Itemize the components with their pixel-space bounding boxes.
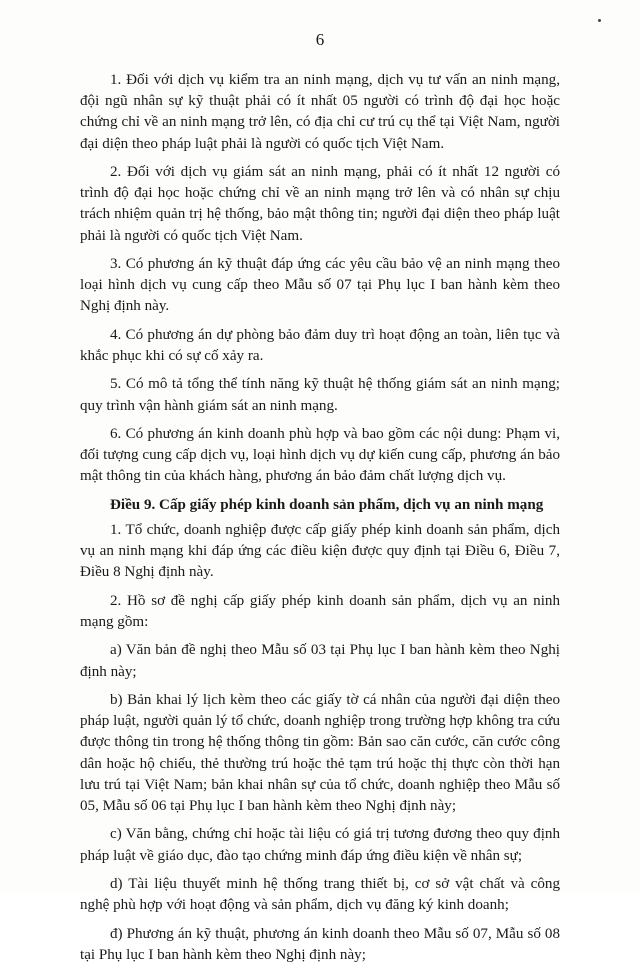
paragraph: 1. Tổ chức, doanh nghiệp được cấp giấy phép kinh doanh sản phẩm, dịch vụ an ninh mạng khi đáp ứng các điều kiện được quy định tại Điều 6, Điều 7, Điều 8 Nghị định này. (80, 521, 560, 581)
paragraph: 4. Có phương án dự phòng bảo đảm duy trì hoạt động an toàn, liên tục và khắc phục khi có sự cố xảy ra. (80, 326, 560, 364)
scan-speck (598, 19, 601, 22)
paragraph: c) Văn bằng, chứng chỉ hoặc tài liệu có giá trị tương đương theo quy định pháp luật về giáo dục, đào tạo chứng minh đáp ứng điều kiện về nhân sự; (80, 826, 560, 864)
paragraph: 1. Đối với dịch vụ kiểm tra an ninh mạng, dịch vụ tư vấn an ninh mạng, đội ngũ nhân sự kỹ thuật phải có ít nhất 05 người có trình độ đại học hoặc chứng chỉ về an ninh mạng trở lên, có địa chỉ cư trú cụ thể tại Việt Nam, người đại diện theo pháp luật phải là người có quốc tịch Việt Nam. (80, 72, 560, 152)
paragraph: d) Tài liệu thuyết minh hệ thống trang thiết bị, cơ sở vật chất và công nghệ phù hợp với hoạt động và sản phẩm, dịch vụ đăng ký kinh doanh; (80, 875, 560, 914)
article-heading: Điều 9. Cấp giấy phép kinh doanh sản phẩm, dịch vụ an ninh mạng (110, 496, 544, 513)
paragraph: đ) Phương án kỹ thuật, phương án kinh doanh theo Mẫu số 07, Mẫu số 08 tại Phụ lục I ban hành kèm theo Nghị định này; (80, 925, 560, 963)
document-body (80, 70, 560, 973)
paragraph: 2. Đối với dịch vụ giám sát an ninh mạng, phải có ít nhất 12 người có trình độ đại học hoặc chứng chỉ về an ninh mạng trở lên và có nhân sự chịu trách nhiệm quản trị hệ thống, bảo mật thông tin; người đại diện theo pháp luật phải là người có quốc tịch Việt Nam. (80, 164, 560, 244)
paragraph: 2. Hồ sơ đề nghị cấp giấy phép kinh doanh sản phẩm, dịch vụ an ninh mạng gồm: (80, 592, 560, 630)
paragraph: b) Bản khai lý lịch kèm theo các giấy tờ cá nhân của người đại diện theo pháp luật, người quản lý tổ chức, doanh nghiệp trong trường hợp không tra cứu được thông tin trong hệ thống thông tin gồm: Bản sao căn cước, căn cước công dân hoặc hộ chiếu, thẻ thường trú hoặc thẻ tạm trú hoặc thị thực còn thời hạn lưu trú tại Việt Nam; bản khai nhân sự của tổ chức, doanh nghiệp theo Mẫu số 05, Mẫu số 06 tại Phụ lục I ban hành kèm theo Nghị định này; (80, 691, 560, 814)
paragraph: 3. Có phương án kỹ thuật đáp ứng các yêu cầu bảo vệ an ninh mạng theo loại hình dịch vụ cung cấp theo Mẫu số 07 tại Phụ lục I ban hành kèm theo Nghị định này. (80, 256, 560, 315)
paragraph: 6. Có phương án kinh doanh phù hợp và bao gồm các nội dung: Phạm vi, đối tượng cung cấp dịch vụ, loại hình dịch vụ dự kiến cung cấp, phương án bảo mật thông tin của khách hàng, phương án bảo đảm chất lượng dịch vụ. (80, 425, 560, 485)
page-number: 6 (315, 30, 325, 49)
paragraph: a) Văn bản đề nghị theo Mẫu số 03 tại Phụ lục I ban hành kèm theo Nghị định này; (80, 642, 560, 680)
paragraph: 5. Có mô tả tổng thể tính năng kỹ thuật hệ thống giám sát an ninh mạng; quy trình vận hành giám sát an ninh mạng. (80, 376, 560, 414)
